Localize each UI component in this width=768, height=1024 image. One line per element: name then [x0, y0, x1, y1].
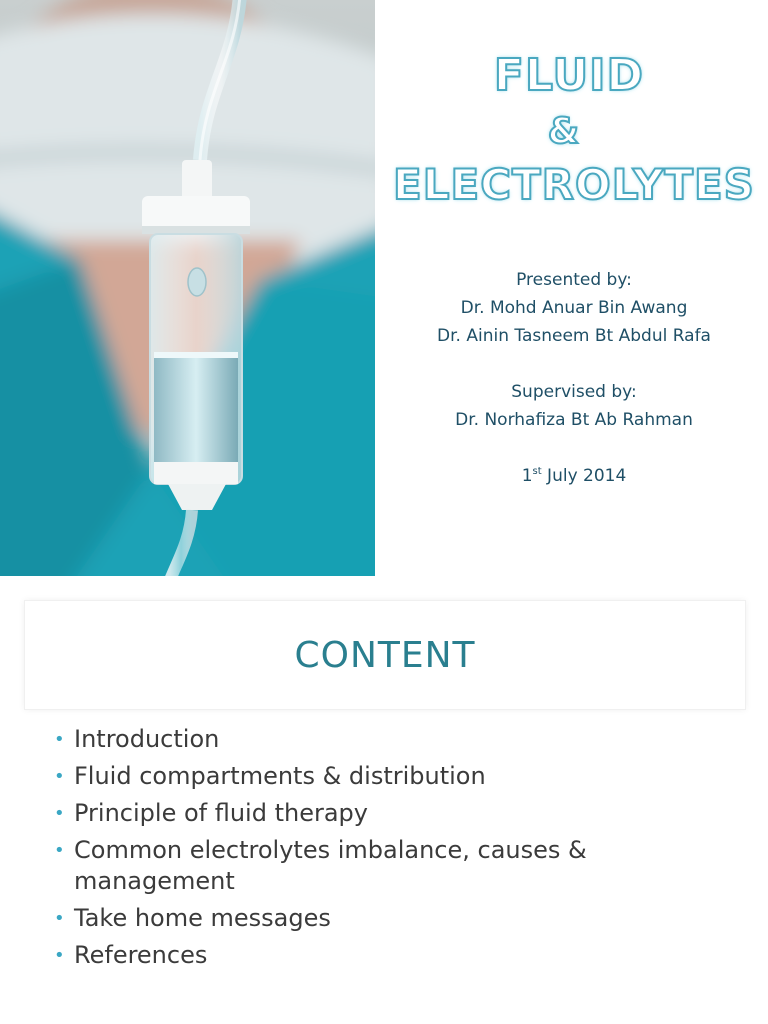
title-word-fluid: FLUID — [493, 50, 645, 101]
list-item-text: Fluid compartments & distribution — [74, 762, 486, 790]
content-slide — [0, 586, 768, 1024]
list-item — [54, 940, 744, 971]
list-item-text: Take home messages — [74, 904, 331, 932]
date-day: 1 — [521, 466, 533, 486]
bullet-icon: • — [54, 729, 65, 750]
title-ampersand: & — [547, 111, 581, 152]
date-rest: July 2014 — [541, 466, 627, 486]
list-item-text: Introduction — [74, 725, 220, 753]
list-item-text: Common electrolytes imbalance, causes & management — [74, 836, 587, 895]
content-list — [54, 724, 744, 977]
list-item — [54, 724, 744, 755]
content-title: CONTENT — [294, 634, 476, 676]
supervisor-name: Dr. Norhafiza Bt Ab Rahman — [455, 410, 693, 430]
presenter-name: Dr. Mohd Anuar Bin Awang — [460, 298, 688, 318]
bullet-icon: • — [54, 766, 65, 787]
bullet-icon: • — [54, 908, 65, 929]
list-item — [54, 903, 744, 934]
presented-by-label: Presented by: — [516, 270, 632, 290]
bullet-icon: • — [54, 803, 65, 824]
list-item — [54, 835, 744, 897]
bullet-icon: • — [54, 840, 65, 861]
list-item-text: References — [74, 941, 208, 969]
list-item — [54, 798, 744, 829]
presentation-date — [390, 462, 758, 490]
list-item-text: Principle of fluid therapy — [74, 799, 368, 827]
date-ordinal: st — [532, 466, 542, 477]
iv-drip-photo — [0, 0, 375, 576]
content-header — [24, 600, 746, 710]
supervised-by-label: Supervised by: — [511, 382, 637, 402]
presentation-title — [390, 48, 758, 209]
bullet-icon: • — [54, 945, 65, 966]
list-item — [54, 761, 744, 792]
credits-block — [390, 266, 758, 490]
title-word-electrolytes: ELECTROLYTES — [393, 160, 755, 209]
presenter-name: Dr. Ainin Tasneem Bt Abdul Rafa — [437, 326, 711, 346]
